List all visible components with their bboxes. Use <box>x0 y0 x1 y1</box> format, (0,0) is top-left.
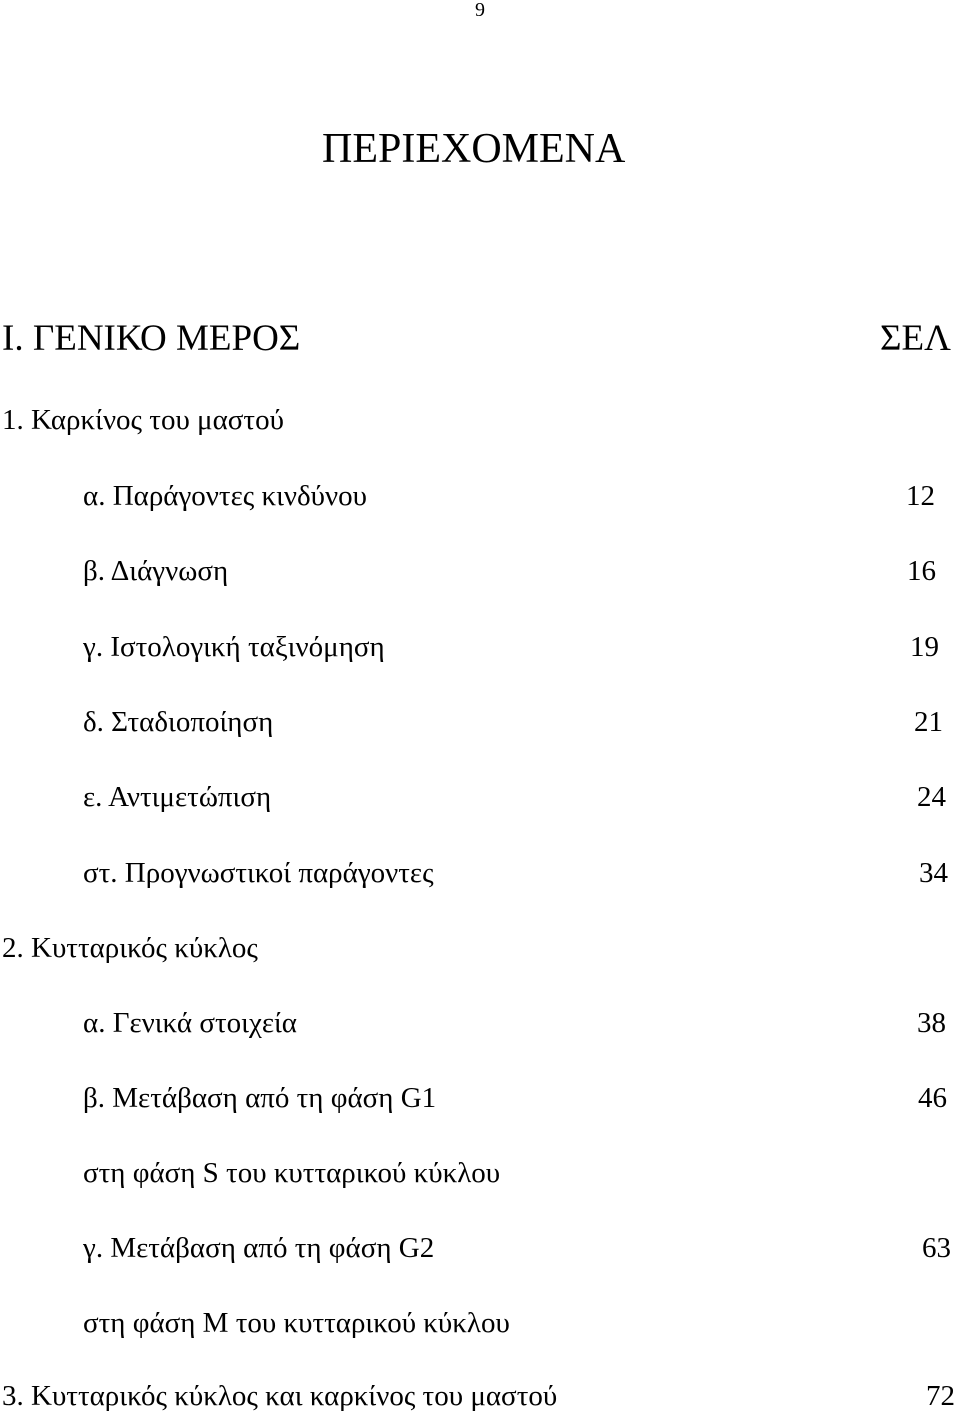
toc-entry: δ. Σταδιοποίηση <box>83 706 274 738</box>
page-number: 9 <box>475 0 485 21</box>
toc-entry: γ. Ιστολογική ταξινόμηση <box>83 631 385 663</box>
toc-page-number: 63 <box>922 1232 951 1264</box>
toc-entry: γ. Μετάβαση από τη φάση G2 <box>83 1232 435 1264</box>
toc-entry: α. Γενικά στοιχεία <box>83 1007 297 1039</box>
toc-page-number: 38 <box>917 1007 946 1039</box>
toc-entry: β. Διάγνωση <box>83 555 229 587</box>
toc-page-number: 72 <box>926 1380 955 1412</box>
toc-entry: α. Παράγοντες κινδύνου <box>83 480 368 512</box>
toc-page-number: 46 <box>918 1082 947 1114</box>
toc-entry: στ. Προγνωστικοί παράγοντες <box>83 857 434 889</box>
toc-page-number: 16 <box>907 555 936 587</box>
toc-page-number: 21 <box>914 706 943 738</box>
toc-entry: ε. Αντιμετώπιση <box>83 781 272 813</box>
toc-entry: β. Μετάβαση από τη φάση G1 <box>83 1082 437 1114</box>
toc-entry: 2. Κυτταρικός κύκλος <box>2 932 258 964</box>
toc-page-number: 24 <box>917 781 946 813</box>
page-title: ΠΕΡΙΕΧΟΜΕΝΑ <box>322 126 626 172</box>
section-page-label: ΣΕΛ <box>880 318 951 359</box>
toc-entry-continuation: στη φάση S του κυτταρικού κύκλου <box>83 1157 501 1189</box>
toc-page-number: 34 <box>919 857 948 889</box>
toc-entry: 1. Καρκίνος του μαστού <box>2 404 284 436</box>
toc-entry-continuation: στη φάση Μ του κυτταρικού κύκλου <box>83 1307 510 1339</box>
toc-entry: 3. Κυτταρικός κύκλος και καρκίνος του μαστού <box>2 1380 558 1412</box>
toc-page-number: 19 <box>910 631 939 663</box>
toc-page-number: 12 <box>906 480 935 512</box>
section-heading: Ι. ΓΕΝΙΚΟ ΜΕΡΟΣ <box>2 318 301 359</box>
